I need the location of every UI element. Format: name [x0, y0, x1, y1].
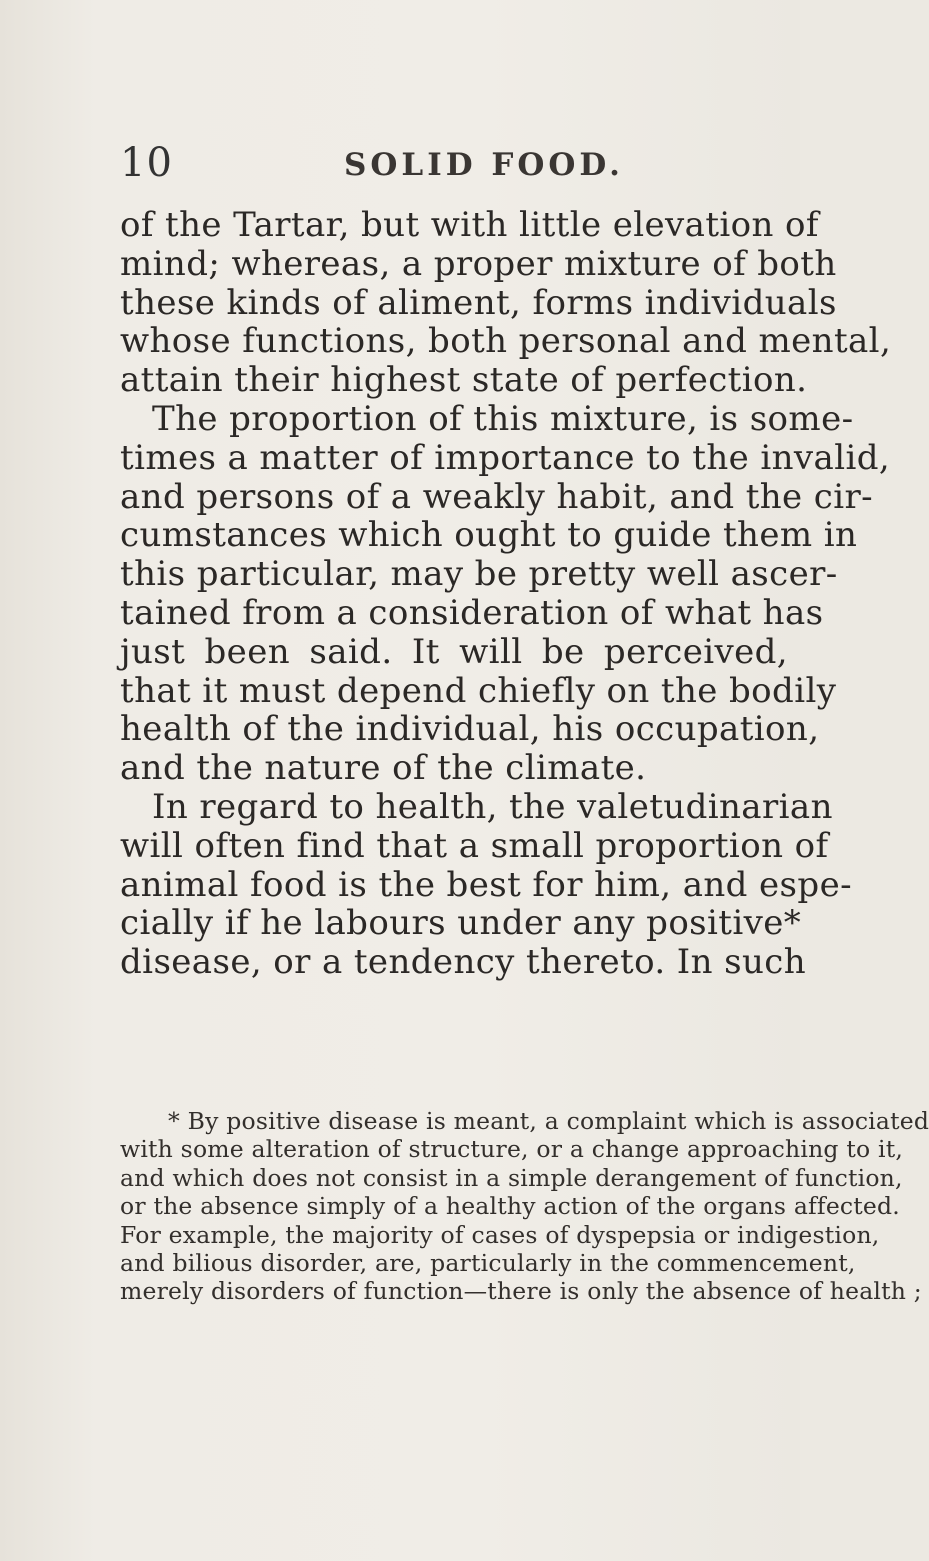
footnote-line: and which does not consist in a simple derangement of function,: [120, 1163, 903, 1192]
footnote-line: and bilious disorder, are, particularly in the commencement,: [120, 1249, 856, 1278]
text-line: these kinds of aliment, forms individuals: [120, 282, 837, 323]
page-header: [120, 138, 800, 188]
text-line: animal food is the best for him, and espe-: [120, 864, 852, 905]
text-line: health of the individual, his occupation,: [120, 709, 820, 750]
footnote-line: * By positive disease is meant, a complaint which is associated: [168, 1107, 929, 1135]
page-number: 10: [120, 140, 173, 186]
text-line: cially if he labours under any positive*: [120, 903, 802, 944]
text-line: and persons of a weakly habit, and the cir-: [120, 476, 874, 517]
running-head: SOLID FOOD.: [344, 147, 624, 183]
text-line: whose functions, both personal and mental,: [120, 321, 892, 362]
text-line: tained from a consideration of what has: [120, 592, 824, 633]
text-line: just been said. It will be perceived,: [120, 631, 788, 672]
text-line: and the nature of the climate.: [120, 748, 647, 789]
body-text: [120, 205, 892, 983]
footnote-line: with some alteration of structure, or a change approaching to it,: [120, 1135, 904, 1164]
text-line: disease, or a tendency thereto. In such: [120, 942, 807, 983]
text-line: mind; whereas, a proper mixture of both: [120, 243, 837, 284]
text-line: times a matter of importance to the invalid,: [120, 437, 891, 478]
text-line: The proportion of this mixture, is some-: [152, 398, 854, 439]
text-line: that it must depend chiefly on the bodily: [120, 670, 837, 711]
text-line: this particular, may be pretty well ascer-: [120, 554, 838, 595]
footnote-line: merely disorders of function—there is only the absence of health ;: [120, 1277, 922, 1306]
footnote-line: or the absence simply of a healthy action of the organs affected.: [120, 1192, 900, 1221]
text-line: In regard to health, the valetudinarian: [152, 786, 833, 827]
footnote-line: For example, the majority of cases of dyspepsia or indigestion,: [120, 1220, 880, 1249]
text-line: cumstances which ought to guide them in: [120, 515, 858, 556]
text-line: will often find that a small proportion of: [120, 825, 829, 866]
text-line: attain their highest state of perfection.: [120, 360, 808, 401]
text-line: of the Tartar, but with little elevation of: [120, 205, 819, 245]
footnote: [120, 1107, 929, 1306]
